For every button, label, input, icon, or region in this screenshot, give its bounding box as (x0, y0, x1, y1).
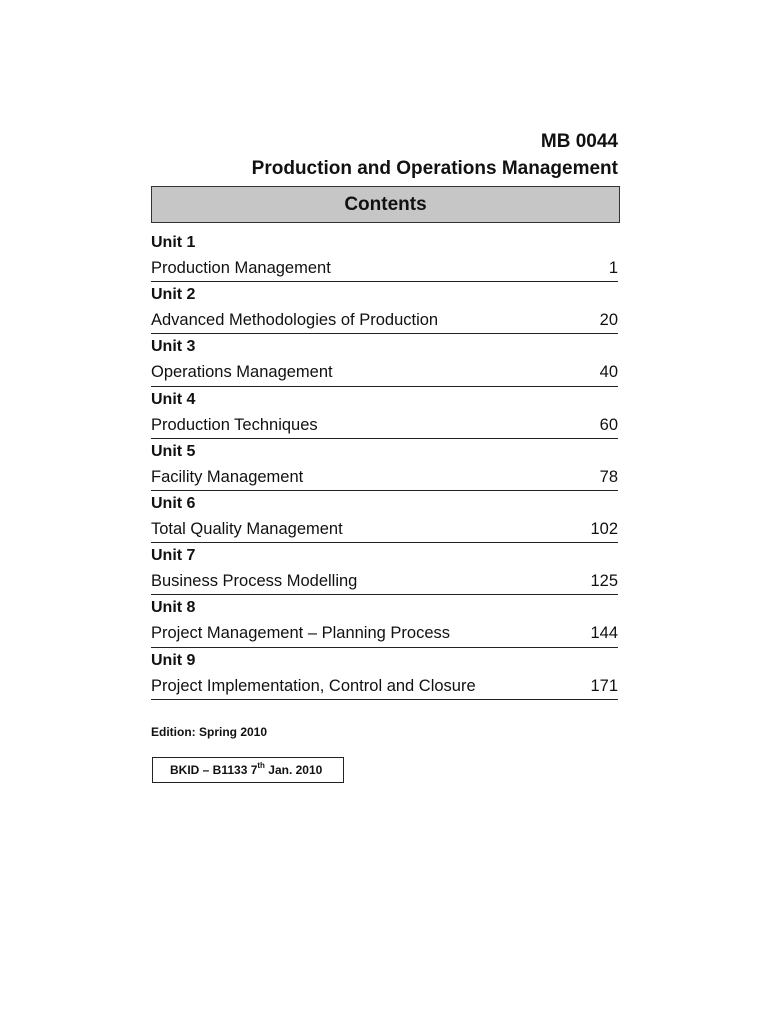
unit-page-number: 20 (599, 311, 618, 330)
unit-title: Operations Management (151, 363, 333, 382)
toc-entry-unit-4 (151, 387, 618, 439)
edition-label: Edition: Spring 2010 (151, 725, 268, 739)
unit-title: Facility Management (151, 467, 304, 486)
unit-page-number: 60 (599, 415, 618, 434)
unit-title: Production Techniques (151, 415, 318, 434)
unit-page-number: 40 (599, 363, 618, 382)
unit-page-number: 78 (599, 467, 618, 486)
unit-label: Unit 3 (151, 338, 196, 356)
unit-label: Unit 8 (151, 599, 196, 617)
toc-entry-unit-5 (151, 439, 618, 491)
unit-label: Unit 7 (151, 547, 196, 565)
unit-label: Unit 6 (151, 494, 196, 512)
unit-title: Business Process Modelling (151, 572, 358, 591)
unit-title: Project Management – Planning Process (151, 624, 450, 643)
unit-label: Unit 2 (151, 286, 196, 304)
contents-heading: Contents (344, 193, 427, 215)
course-title: Production and Operations Management (251, 158, 618, 179)
unit-title: Project Implementation, Control and Closure (151, 676, 476, 695)
toc-entry-unit-1 (151, 230, 618, 282)
unit-label: Unit 1 (151, 234, 196, 251)
unit-label: Unit 9 (151, 651, 196, 669)
toc-entry-unit-6 (151, 491, 618, 543)
unit-page-number: 144 (590, 624, 618, 643)
toc-entry-unit-8 (151, 595, 618, 647)
toc-entry-unit-3 (151, 334, 618, 386)
toc-entry-unit-9 (151, 648, 618, 700)
course-code: MB 0044 (540, 131, 618, 152)
unit-page-number: 125 (590, 572, 618, 591)
unit-title: Advanced Methodologies of Production (151, 311, 439, 330)
table-of-contents (151, 230, 618, 700)
bkid-superscript: th (257, 761, 265, 770)
unit-title: Total Quality Management (151, 519, 343, 538)
unit-title: Production Management (151, 259, 331, 277)
bkid-suffix: Jan. 2010 (264, 763, 323, 777)
toc-entry-unit-7 (151, 543, 618, 595)
contents-heading-box (151, 186, 620, 223)
unit-page-number: 102 (590, 519, 618, 538)
unit-page-number: 171 (590, 676, 618, 695)
bkid-prefix: BKID – B1133 7 (170, 763, 258, 777)
unit-label: Unit 4 (151, 390, 196, 408)
toc-entry-unit-2 (151, 282, 618, 334)
unit-label: Unit 5 (151, 442, 196, 460)
bkid-box (152, 757, 344, 783)
unit-page-number: 1 (608, 259, 618, 277)
